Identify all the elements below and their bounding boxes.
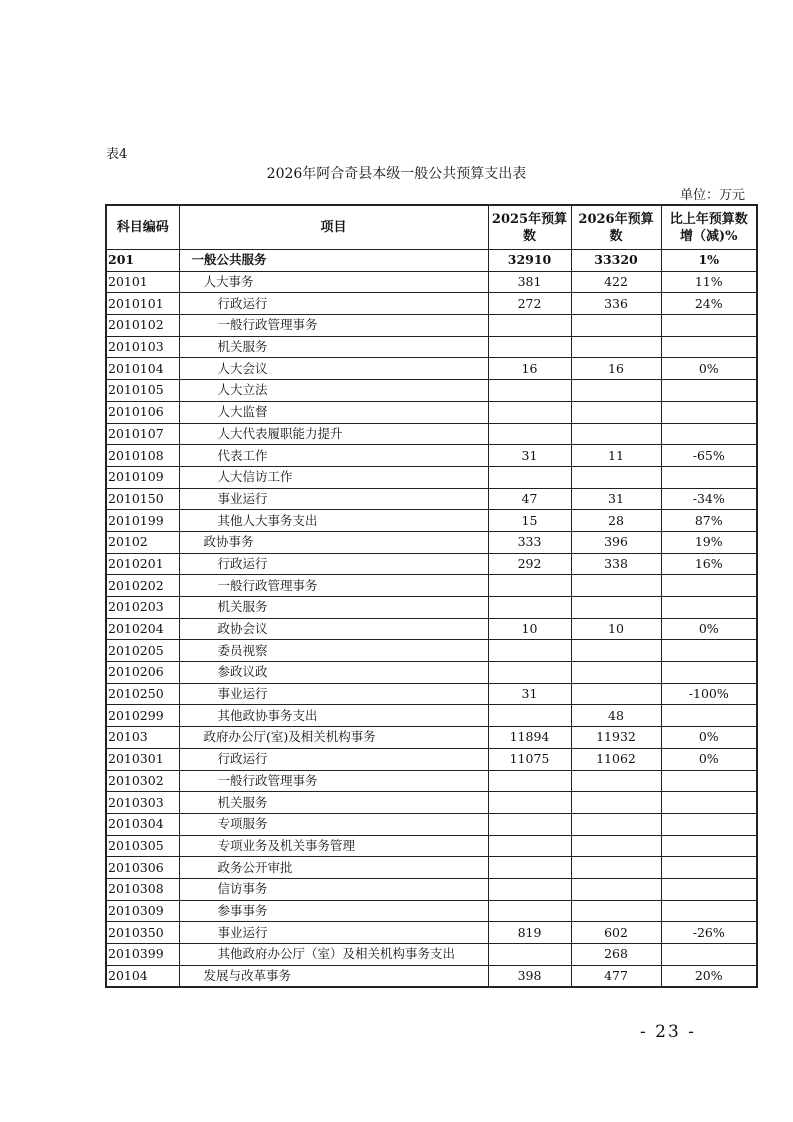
row-code: 2010106 xyxy=(106,401,179,423)
row-2026-budget: 338 xyxy=(571,553,661,575)
header-2026: 2026年预算数 xyxy=(571,205,661,250)
row-2025-budget xyxy=(488,662,571,684)
row-item-name: 人大会议 xyxy=(179,358,488,380)
row-item-name: 专项业务及机关事务管理 xyxy=(179,835,488,857)
row-item-name: 政务公开审批 xyxy=(179,857,488,879)
row-2026-budget: 477 xyxy=(571,965,661,987)
row-2026-budget: 11 xyxy=(571,445,661,467)
table-row xyxy=(106,466,757,488)
row-code: 2010305 xyxy=(106,835,179,857)
row-2025-budget xyxy=(488,878,571,900)
row-2026-budget: 33320 xyxy=(571,250,661,272)
row-2025-budget xyxy=(488,315,571,337)
row-code: 20101 xyxy=(106,271,179,293)
row-2026-budget xyxy=(571,900,661,922)
row-code: 2010201 xyxy=(106,553,179,575)
row-change-percent: 16% xyxy=(661,553,757,575)
row-code: 2010104 xyxy=(106,358,179,380)
row-change-percent: 87% xyxy=(661,510,757,532)
row-change-percent xyxy=(661,835,757,857)
table-row xyxy=(106,531,757,553)
row-code: 20102 xyxy=(106,531,179,553)
row-change-percent xyxy=(661,770,757,792)
row-change-percent xyxy=(661,315,757,337)
row-2026-budget xyxy=(571,640,661,662)
row-code: 2010102 xyxy=(106,315,179,337)
row-2025-budget xyxy=(488,640,571,662)
row-2026-budget xyxy=(571,813,661,835)
row-item-name: 政协会议 xyxy=(179,618,488,640)
table-row xyxy=(106,640,757,662)
table-row xyxy=(106,835,757,857)
row-code: 2010308 xyxy=(106,878,179,900)
row-2025-budget xyxy=(488,835,571,857)
row-code: 2010299 xyxy=(106,705,179,727)
row-code: 2010250 xyxy=(106,683,179,705)
row-item-name: 行政运行 xyxy=(179,293,488,315)
row-item-name: 行政运行 xyxy=(179,553,488,575)
row-2026-budget xyxy=(571,835,661,857)
row-2025-budget: 333 xyxy=(488,531,571,553)
row-2026-budget xyxy=(571,336,661,358)
header-item: 项目 xyxy=(179,205,488,250)
row-2025-budget xyxy=(488,813,571,835)
row-item-name: 参事事务 xyxy=(179,900,488,922)
row-item-name: 委员视察 xyxy=(179,640,488,662)
row-change-percent xyxy=(661,813,757,835)
header-code: 科目编码 xyxy=(106,205,179,250)
row-2025-budget xyxy=(488,466,571,488)
row-2026-budget: 268 xyxy=(571,944,661,966)
row-item-name: 人大监督 xyxy=(179,401,488,423)
row-change-percent xyxy=(661,423,757,445)
table-row xyxy=(106,445,757,467)
row-code: 2010306 xyxy=(106,857,179,879)
row-change-percent xyxy=(661,878,757,900)
table-row xyxy=(106,944,757,966)
table-row xyxy=(106,250,757,272)
row-item-name: 事业运行 xyxy=(179,922,488,944)
row-change-percent xyxy=(661,944,757,966)
table-row xyxy=(106,271,757,293)
row-code: 2010205 xyxy=(106,640,179,662)
row-2025-budget xyxy=(488,423,571,445)
row-code: 2010103 xyxy=(106,336,179,358)
row-2026-budget: 48 xyxy=(571,705,661,727)
row-change-percent xyxy=(661,857,757,879)
row-2026-budget xyxy=(571,683,661,705)
row-2026-budget xyxy=(571,423,661,445)
row-2026-budget: 336 xyxy=(571,293,661,315)
row-code: 2010109 xyxy=(106,466,179,488)
row-change-percent xyxy=(661,401,757,423)
row-item-name: 一般行政管理事务 xyxy=(179,315,488,337)
row-2025-budget: 10 xyxy=(488,618,571,640)
row-item-name: 政协事务 xyxy=(179,531,488,553)
row-item-name: 人大信访工作 xyxy=(179,466,488,488)
row-code: 2010108 xyxy=(106,445,179,467)
row-code: 20103 xyxy=(106,727,179,749)
row-code: 2010101 xyxy=(106,293,179,315)
row-change-percent xyxy=(661,792,757,814)
page-title: 2026年阿合奇县本级一般公共预算支出表 xyxy=(266,166,527,182)
table-label: 表4 xyxy=(106,147,128,162)
row-2026-budget: 422 xyxy=(571,271,661,293)
table-row xyxy=(106,401,757,423)
table-row xyxy=(106,315,757,337)
row-change-percent: -100% xyxy=(661,683,757,705)
row-change-percent: 0% xyxy=(661,358,757,380)
table-row xyxy=(106,336,757,358)
row-2026-budget xyxy=(571,662,661,684)
row-item-name: 事业运行 xyxy=(179,683,488,705)
row-2025-budget: 47 xyxy=(488,488,571,510)
table-row xyxy=(106,488,757,510)
table-row xyxy=(106,965,757,987)
row-item-name: 其他政府办公厅（室）及相关机构事务支出 xyxy=(179,944,488,966)
row-2025-budget: 32910 xyxy=(488,250,571,272)
row-item-name: 发展与改革事务 xyxy=(179,965,488,987)
row-2025-budget: 292 xyxy=(488,553,571,575)
row-item-name: 机关服务 xyxy=(179,597,488,619)
row-change-percent xyxy=(661,336,757,358)
row-2026-budget: 11062 xyxy=(571,748,661,770)
row-code: 2010202 xyxy=(106,575,179,597)
row-2026-budget: 11932 xyxy=(571,727,661,749)
row-change-percent xyxy=(661,640,757,662)
row-2025-budget xyxy=(488,857,571,879)
row-item-name: 行政运行 xyxy=(179,748,488,770)
row-2026-budget xyxy=(571,380,661,402)
row-2026-budget xyxy=(571,878,661,900)
table-row xyxy=(106,813,757,835)
row-2025-budget: 31 xyxy=(488,445,571,467)
table-row xyxy=(106,575,757,597)
unit-label: 单位：万元 xyxy=(679,188,745,203)
row-2025-budget xyxy=(488,575,571,597)
row-change-percent: 24% xyxy=(661,293,757,315)
table-row xyxy=(106,597,757,619)
table-row xyxy=(106,770,757,792)
budget-table xyxy=(105,204,758,988)
table-row xyxy=(106,727,757,749)
row-2025-budget: 398 xyxy=(488,965,571,987)
row-change-percent xyxy=(661,705,757,727)
row-2025-budget: 11075 xyxy=(488,748,571,770)
row-2025-budget xyxy=(488,597,571,619)
row-2025-budget xyxy=(488,401,571,423)
row-2025-budget: 16 xyxy=(488,358,571,380)
row-code: 2010301 xyxy=(106,748,179,770)
table-row xyxy=(106,662,757,684)
table-row xyxy=(106,380,757,402)
row-2026-budget xyxy=(571,315,661,337)
row-2025-budget xyxy=(488,705,571,727)
row-code: 2010204 xyxy=(106,618,179,640)
row-2026-budget xyxy=(571,466,661,488)
row-2026-budget xyxy=(571,857,661,879)
row-code: 2010199 xyxy=(106,510,179,532)
row-change-percent: 1% xyxy=(661,250,757,272)
table-row xyxy=(106,857,757,879)
row-2025-budget xyxy=(488,770,571,792)
row-change-percent: 19% xyxy=(661,531,757,553)
row-2025-budget: 31 xyxy=(488,683,571,705)
row-2025-budget xyxy=(488,944,571,966)
row-item-name: 人大事务 xyxy=(179,271,488,293)
row-code: 2010206 xyxy=(106,662,179,684)
row-change-percent xyxy=(661,380,757,402)
row-2026-budget: 10 xyxy=(571,618,661,640)
row-2026-budget: 31 xyxy=(571,488,661,510)
row-item-name: 政府办公厅(室)及相关机构事务 xyxy=(179,727,488,749)
header-2025: 2025年预算数 xyxy=(488,205,571,250)
row-code: 2010303 xyxy=(106,792,179,814)
row-change-percent xyxy=(661,575,757,597)
row-change-percent: 0% xyxy=(661,748,757,770)
row-item-name: 一般行政管理事务 xyxy=(179,575,488,597)
row-2025-budget: 15 xyxy=(488,510,571,532)
table-row xyxy=(106,510,757,532)
row-2026-budget: 396 xyxy=(571,531,661,553)
row-change-percent xyxy=(661,466,757,488)
row-code: 2010304 xyxy=(106,813,179,835)
row-change-percent: -65% xyxy=(661,445,757,467)
row-item-name: 人大代表履职能力提升 xyxy=(179,423,488,445)
row-code: 2010105 xyxy=(106,380,179,402)
table-row xyxy=(106,878,757,900)
row-item-name: 机关服务 xyxy=(179,336,488,358)
row-code: 2010203 xyxy=(106,597,179,619)
row-code: 2010150 xyxy=(106,488,179,510)
row-code: 201 xyxy=(106,250,179,272)
row-2025-budget xyxy=(488,336,571,358)
row-change-percent xyxy=(661,662,757,684)
table-row xyxy=(106,423,757,445)
row-item-name: 一般行政管理事务 xyxy=(179,770,488,792)
row-change-percent: -34% xyxy=(661,488,757,510)
row-2026-budget xyxy=(571,792,661,814)
row-code: 2010107 xyxy=(106,423,179,445)
row-2026-budget: 28 xyxy=(571,510,661,532)
row-2025-budget: 819 xyxy=(488,922,571,944)
row-code: 2010350 xyxy=(106,922,179,944)
row-2026-budget xyxy=(571,401,661,423)
row-change-percent: 0% xyxy=(661,618,757,640)
row-code: 2010399 xyxy=(106,944,179,966)
row-2026-budget xyxy=(571,770,661,792)
page-number: - 23 - xyxy=(640,1022,696,1042)
row-change-percent: -26% xyxy=(661,922,757,944)
row-item-name: 信访事务 xyxy=(179,878,488,900)
table-row xyxy=(106,293,757,315)
row-2026-budget: 602 xyxy=(571,922,661,944)
row-item-name: 事业运行 xyxy=(179,488,488,510)
table-row xyxy=(106,683,757,705)
table-row xyxy=(106,618,757,640)
row-change-percent: 0% xyxy=(661,727,757,749)
table-row xyxy=(106,358,757,380)
row-change-percent: 11% xyxy=(661,271,757,293)
row-2025-budget: 381 xyxy=(488,271,571,293)
header-change: 比上年预算数增（减)% xyxy=(661,205,757,250)
row-item-name: 机关服务 xyxy=(179,792,488,814)
row-item-name: 参政议政 xyxy=(179,662,488,684)
row-2025-budget xyxy=(488,792,571,814)
row-2025-budget: 272 xyxy=(488,293,571,315)
row-item-name: 其他政协事务支出 xyxy=(179,705,488,727)
table-row xyxy=(106,553,757,575)
row-2025-budget xyxy=(488,900,571,922)
row-item-name: 人大立法 xyxy=(179,380,488,402)
row-change-percent xyxy=(661,597,757,619)
table-row xyxy=(106,792,757,814)
row-2025-budget xyxy=(488,380,571,402)
table-row xyxy=(106,922,757,944)
row-2025-budget: 11894 xyxy=(488,727,571,749)
row-2026-budget xyxy=(571,575,661,597)
row-code: 2010302 xyxy=(106,770,179,792)
row-code: 20104 xyxy=(106,965,179,987)
table-row xyxy=(106,900,757,922)
row-item-name: 专项服务 xyxy=(179,813,488,835)
row-item-name: 一般公共服务 xyxy=(179,250,488,272)
row-2026-budget: 16 xyxy=(571,358,661,380)
row-2026-budget xyxy=(571,597,661,619)
row-change-percent xyxy=(661,900,757,922)
row-change-percent: 20% xyxy=(661,965,757,987)
table-header-row xyxy=(106,205,757,250)
table-row xyxy=(106,705,757,727)
table-row xyxy=(106,748,757,770)
row-code: 2010309 xyxy=(106,900,179,922)
row-item-name: 代表工作 xyxy=(179,445,488,467)
row-item-name: 其他人大事务支出 xyxy=(179,510,488,532)
